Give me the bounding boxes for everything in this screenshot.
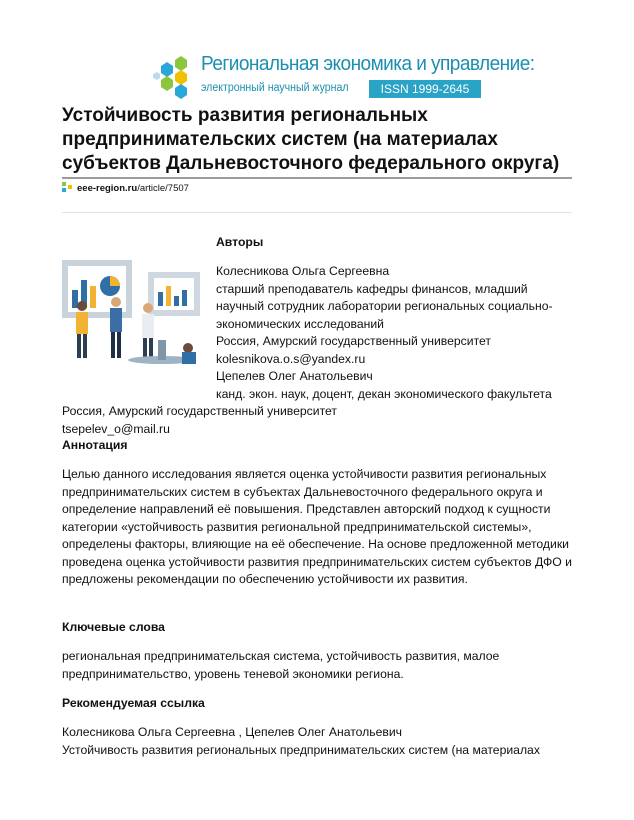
author-email-link[interactable]: tsepelev_o@mail.ru bbox=[62, 421, 170, 436]
section-divider bbox=[62, 212, 572, 213]
keywords-heading: Ключевые слова bbox=[62, 620, 165, 634]
citation-authors: Колесникова Ольга Сергеевна , Цепелев Олег Анатольевич bbox=[62, 725, 403, 739]
source-path: /article/7507 bbox=[137, 183, 189, 194]
citation-heading: Рекомендуемая ссылка bbox=[62, 696, 205, 710]
journal-logo-icon bbox=[153, 56, 197, 100]
journal-subtitle: электронный научный журнал bbox=[201, 82, 349, 94]
author-position: научный сотрудник лаборатории региональных социально- bbox=[216, 299, 553, 313]
annotation-text: Целью данного исследования является оценка устойчивости развития региональных предпринимательских систем в субъектах Дальневосточного федерального округа и определение направлений её повышения. Представлен авторский подход к сущности категории «устойчивость развития региональной предпринимательской системы», определены факторы, влияющие на её обеспечение. На основе предложенной методики проведена оценка устойчивости развития предпринимательских систем субъектов ДФО и предложены рекомендации по обеспечению устойчивости их развития. bbox=[62, 467, 572, 586]
business-illustration bbox=[62, 250, 200, 370]
author-affiliation: Россия, Амурский государственный университет bbox=[62, 404, 337, 418]
citation-title: Устойчивость развития региональных предпринимательских систем (на материалах bbox=[62, 742, 540, 757]
author-position: экономических исследований bbox=[216, 316, 384, 331]
author-email-link[interactable]: kolesnikova.o.s@yandex.ru bbox=[216, 351, 366, 366]
author-position: канд. экон. наук, доцент, декан экономического факультета bbox=[216, 386, 552, 401]
site-favicon-icon bbox=[62, 182, 74, 192]
keywords-text: региональная предпринимательская система, устойчивость развития, малое предпринимательство, уровень теневой экономики региона. bbox=[62, 649, 500, 681]
author-position: старший преподаватель кафедры финансов, младший bbox=[216, 281, 528, 296]
article-title: Устойчивость развития региональных предпринимательских систем (на материалах субъектов Дальневосточного федерального округа) bbox=[62, 105, 560, 174]
author-name: Колесникова Ольга Сергеевна bbox=[216, 264, 390, 278]
author-name: Цепелев Олег Анатольевич bbox=[216, 369, 373, 383]
annotation-heading: Аннотация bbox=[62, 438, 128, 452]
title-divider bbox=[62, 177, 572, 179]
source-domain: eee-region.ru bbox=[77, 183, 138, 194]
issn-badge: ISSN 1999-2645 bbox=[369, 80, 481, 98]
source-link[interactable] bbox=[62, 182, 189, 194]
journal-banner[interactable] bbox=[153, 52, 535, 102]
author-affiliation: Россия, Амурский государственный университет bbox=[216, 334, 491, 348]
authors-heading: Авторы bbox=[216, 235, 264, 249]
journal-name: Региональная экономика и управление: bbox=[201, 52, 535, 75]
